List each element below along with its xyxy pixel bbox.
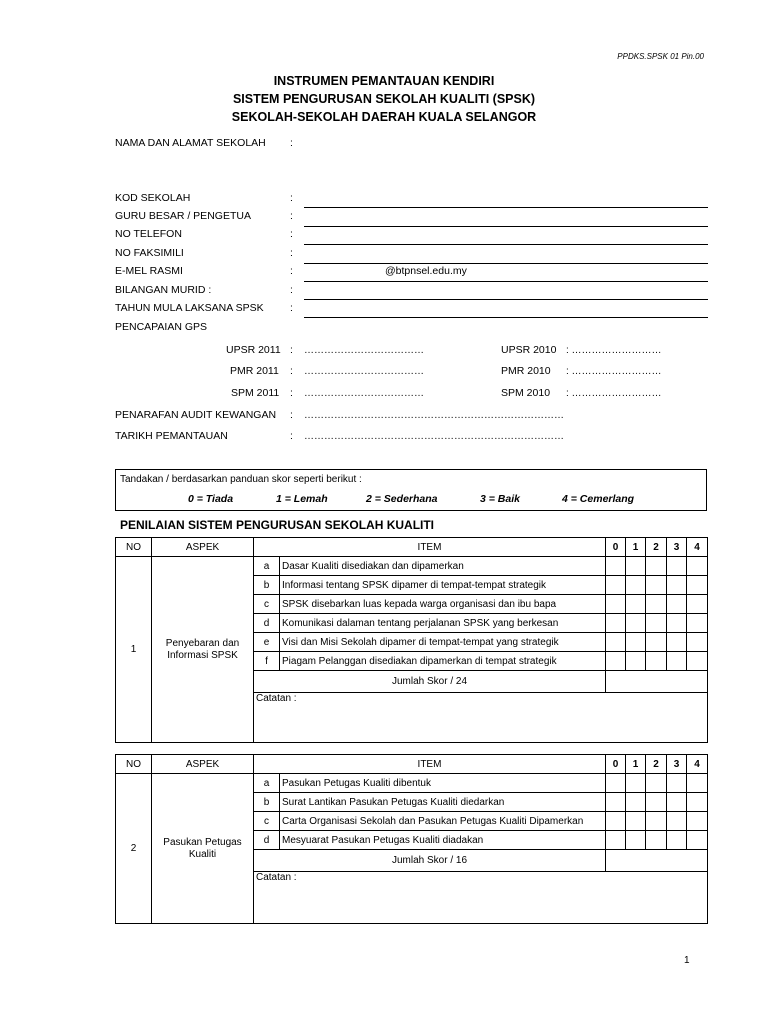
score-scale-4: 4 = Cemerlang [562, 493, 635, 505]
aspect-name [152, 774, 254, 924]
label-tarikh-pemantauan: TARIKH PEMANTAUAN [115, 430, 228, 442]
item-text: Carta Organisasi Sekolah dan Pasukan Petugas Kualiti Dipamerkan [280, 812, 606, 831]
pmr-2011-dots[interactable]: ……………………………… [304, 366, 424, 377]
item-letter: c [254, 595, 280, 614]
label-guru-besar: GURU BESAR / PENGETUA [115, 210, 251, 222]
score-guide-box [115, 469, 707, 511]
upsr-2010-dots[interactable]: : ……………………… [566, 345, 662, 356]
item-letter: d [254, 614, 280, 633]
score-cell[interactable] [667, 812, 687, 831]
score-cell[interactable] [687, 576, 708, 595]
score-cell[interactable] [667, 652, 687, 671]
item-text: Surat Lantikan Pasukan Petugas Kualiti diedarkan [280, 793, 606, 812]
score-cell[interactable] [646, 774, 667, 793]
score-cell[interactable] [687, 633, 708, 652]
score-cell[interactable] [646, 576, 667, 595]
header-score-3: 3 [667, 755, 687, 774]
jumlah-skor-label: Jumlah Skor / 16 [254, 850, 606, 872]
item-letter: b [254, 576, 280, 595]
colon: : [290, 192, 293, 204]
score-cell[interactable] [626, 633, 646, 652]
score-cell[interactable] [667, 595, 687, 614]
score-cell[interactable] [687, 652, 708, 671]
score-cell[interactable] [646, 652, 667, 671]
score-cell[interactable] [646, 595, 667, 614]
label-spm-2010: SPM 2010 [501, 387, 551, 399]
jumlah-skor-cell[interactable] [606, 671, 708, 693]
assessment-table-2 [115, 754, 708, 924]
label-penarafan-audit: PENARAFAN AUDIT KEWANGAN [115, 409, 277, 421]
spm-2011-dots[interactable]: ……………………………… [304, 388, 424, 399]
item-text: Dasar Kualiti disediakan dan dipamerkan [280, 557, 606, 576]
item-text: SPSK disebarkan luas kepada warga organisasi dan ibu bapa [280, 595, 606, 614]
score-cell[interactable] [626, 793, 646, 812]
header-score-0: 0 [606, 538, 626, 557]
item-letter: d [254, 831, 280, 850]
label-upsr-2011: UPSR 2011 [226, 344, 281, 356]
score-cell[interactable] [606, 812, 626, 831]
label-no-faksimili: NO FAKSIMILI [115, 247, 184, 259]
score-cell[interactable] [626, 652, 646, 671]
colon: : [290, 228, 293, 240]
label-upsr-2010: UPSR 2010 [501, 344, 557, 356]
aspect-name-line: Kualiti [188, 848, 217, 860]
jumlah-skor-label: Jumlah Skor / 24 [254, 671, 606, 693]
score-cell[interactable] [646, 812, 667, 831]
colon: : [290, 365, 293, 377]
jumlah-skor-cell[interactable] [606, 850, 708, 872]
header-item: ITEM [254, 755, 606, 774]
score-cell[interactable] [667, 633, 687, 652]
header-score-4: 4 [687, 538, 708, 557]
header-score-4: 4 [687, 755, 708, 774]
label-emel-rasmi: E-MEL RASMI [115, 265, 183, 277]
score-cell[interactable] [687, 595, 708, 614]
item-text: Komunikasi dalaman tentang perjalanan SPSK yang berkesan [280, 614, 606, 633]
section-title: PENILAIAN SISTEM PENGURUSAN SEKOLAH KUALITI [120, 518, 435, 532]
item-text: Informasi tentang SPSK dipamer di tempat-tempat strategik [280, 576, 606, 595]
score-cell[interactable] [667, 793, 687, 812]
label-pmr-2010: PMR 2010 [501, 365, 551, 377]
header-aspek: ASPEK [152, 755, 254, 774]
score-cell[interactable] [687, 793, 708, 812]
emel-domain: @btpnsel.edu.my [385, 265, 467, 277]
colon: : [290, 344, 293, 356]
label-no-telefon: NO TELEFON [115, 228, 182, 240]
header-score-2: 2 [646, 755, 667, 774]
score-cell[interactable] [687, 774, 708, 793]
score-cell[interactable] [646, 831, 667, 850]
aspect-number: 2 [116, 774, 152, 924]
header-score-1: 1 [626, 755, 646, 774]
no-faksimili-line[interactable] [304, 263, 708, 264]
score-cell[interactable] [626, 812, 646, 831]
colon: : [290, 430, 293, 442]
score-cell[interactable] [667, 576, 687, 595]
score-cell[interactable] [606, 633, 626, 652]
item-letter: c [254, 812, 280, 831]
header-item: ITEM [254, 538, 606, 557]
title-line-3: SEKOLAH-SEKOLAH DAERAH KUALA SELANGOR [231, 110, 537, 124]
label-bilangan-murid: BILANGAN MURID : [115, 284, 212, 296]
assessment-table-1 [115, 537, 708, 743]
score-cell[interactable] [646, 793, 667, 812]
table-header-row [116, 538, 708, 557]
score-scale-0: 0 = Tiada [188, 493, 234, 505]
score-cell[interactable] [606, 614, 626, 633]
score-cell[interactable] [606, 576, 626, 595]
table-row [116, 774, 708, 793]
header-score-0: 0 [606, 755, 626, 774]
table-row [116, 557, 708, 576]
score-scale-1: 1 = Lemah [276, 493, 328, 505]
aspect-name [152, 557, 254, 743]
page-number: 1 [684, 955, 690, 966]
label-spm-2011: SPM 2011 [231, 387, 280, 399]
penarafan-audit-dots[interactable]: …………………………………………………………………… [304, 410, 564, 421]
label-tahun-mula: TAHUN MULA LAKSANA SPSK [115, 302, 264, 314]
title-line-2: SISTEM PENGURUSAN SEKOLAH KUALITI (SPSK) [232, 92, 536, 106]
colon: : [290, 302, 293, 314]
header-no: NO [116, 538, 152, 557]
tarikh-pemantauan-dots[interactable]: …………………………………………………………………… [304, 431, 564, 442]
score-cell[interactable] [626, 595, 646, 614]
score-cell[interactable] [687, 614, 708, 633]
item-letter: b [254, 793, 280, 812]
header-score-2: 2 [646, 538, 667, 557]
aspect-name-line: Penyebaran dan [165, 637, 240, 649]
item-text: Pasukan Petugas Kualiti dibentuk [280, 774, 606, 793]
guru-besar-line[interactable] [304, 226, 708, 227]
catatan-field[interactable]: Catatan : [254, 872, 708, 924]
emel-rasmi-line[interactable] [304, 281, 708, 282]
aspect-number: 1 [116, 557, 152, 743]
item-text: Visi dan Misi Sekolah dipamer di tempat-tempat yang strategik [280, 633, 606, 652]
colon: : [290, 265, 293, 277]
label-kod-sekolah: KOD SEKOLAH [115, 192, 191, 204]
score-scale-2: 2 = Sederhana [366, 493, 438, 505]
colon: : [290, 387, 293, 399]
label-pencapaian-gps: PENCAPAIAN GPS [115, 321, 207, 333]
score-cell[interactable] [606, 652, 626, 671]
score-instruction: Tandakan / berdasarkan panduan skor seperti berikut : [120, 474, 362, 485]
upsr-2011-dots[interactable]: ……………………………… [304, 345, 424, 356]
score-cell[interactable] [626, 557, 646, 576]
colon: : [290, 247, 293, 259]
score-cell[interactable] [626, 576, 646, 595]
pmr-2010-dots[interactable]: : ……………………… [566, 366, 662, 377]
colon: : [290, 137, 293, 149]
colon: : [290, 210, 293, 222]
header-aspek: ASPEK [152, 538, 254, 557]
colon: : [290, 284, 293, 296]
item-text: Mesyuarat Pasukan Petugas Kualiti diadakan [280, 831, 606, 850]
score-cell[interactable] [687, 557, 708, 576]
score-scale-3: 3 = Baik [480, 493, 520, 505]
header-score-1: 1 [626, 538, 646, 557]
item-letter: f [254, 652, 280, 671]
score-cell[interactable] [687, 812, 708, 831]
score-cell[interactable] [667, 774, 687, 793]
item-letter: a [254, 774, 280, 793]
score-cell[interactable] [606, 595, 626, 614]
score-cell[interactable] [626, 831, 646, 850]
score-cell[interactable] [606, 774, 626, 793]
table-header-row [116, 755, 708, 774]
kod-sekolah-line[interactable] [304, 207, 708, 208]
label-nama-alamat: NAMA DAN ALAMAT SEKOLAH [115, 137, 266, 149]
score-cell[interactable] [646, 614, 667, 633]
header-score-3: 3 [667, 538, 687, 557]
tahun-mula-line[interactable] [304, 317, 708, 318]
score-cell[interactable] [606, 793, 626, 812]
colon: : [290, 409, 293, 421]
label-pmr-2011: PMR 2011 [230, 365, 279, 377]
title-line-1: INSTRUMEN PEMANTAUAN KENDIRI [273, 74, 495, 88]
score-cell[interactable] [606, 831, 626, 850]
score-cell[interactable] [667, 557, 687, 576]
item-letter: e [254, 633, 280, 652]
score-cell[interactable] [687, 831, 708, 850]
score-cell[interactable] [667, 614, 687, 633]
score-cell[interactable] [626, 774, 646, 793]
document-reference: PPDKS.SPSK 01 Pin.00 [617, 52, 704, 61]
page-title [0, 72, 768, 126]
score-cell[interactable] [646, 633, 667, 652]
header-no: NO [116, 755, 152, 774]
aspect-name-line: Pasukan Petugas [163, 836, 242, 848]
aspect-name-line: Informasi SPSK [167, 649, 238, 661]
score-cell[interactable] [646, 557, 667, 576]
bilangan-murid-line[interactable] [304, 299, 708, 300]
score-cell[interactable] [606, 557, 626, 576]
spm-2010-dots[interactable]: : ……………………… [566, 388, 662, 399]
score-cell[interactable] [667, 831, 687, 850]
item-text: Piagam Pelanggan disediakan dipamerkan di tempat strategik [280, 652, 606, 671]
item-letter: a [254, 557, 280, 576]
score-cell[interactable] [626, 614, 646, 633]
catatan-field[interactable]: Catatan : [254, 693, 708, 743]
no-telefon-line[interactable] [304, 244, 708, 245]
